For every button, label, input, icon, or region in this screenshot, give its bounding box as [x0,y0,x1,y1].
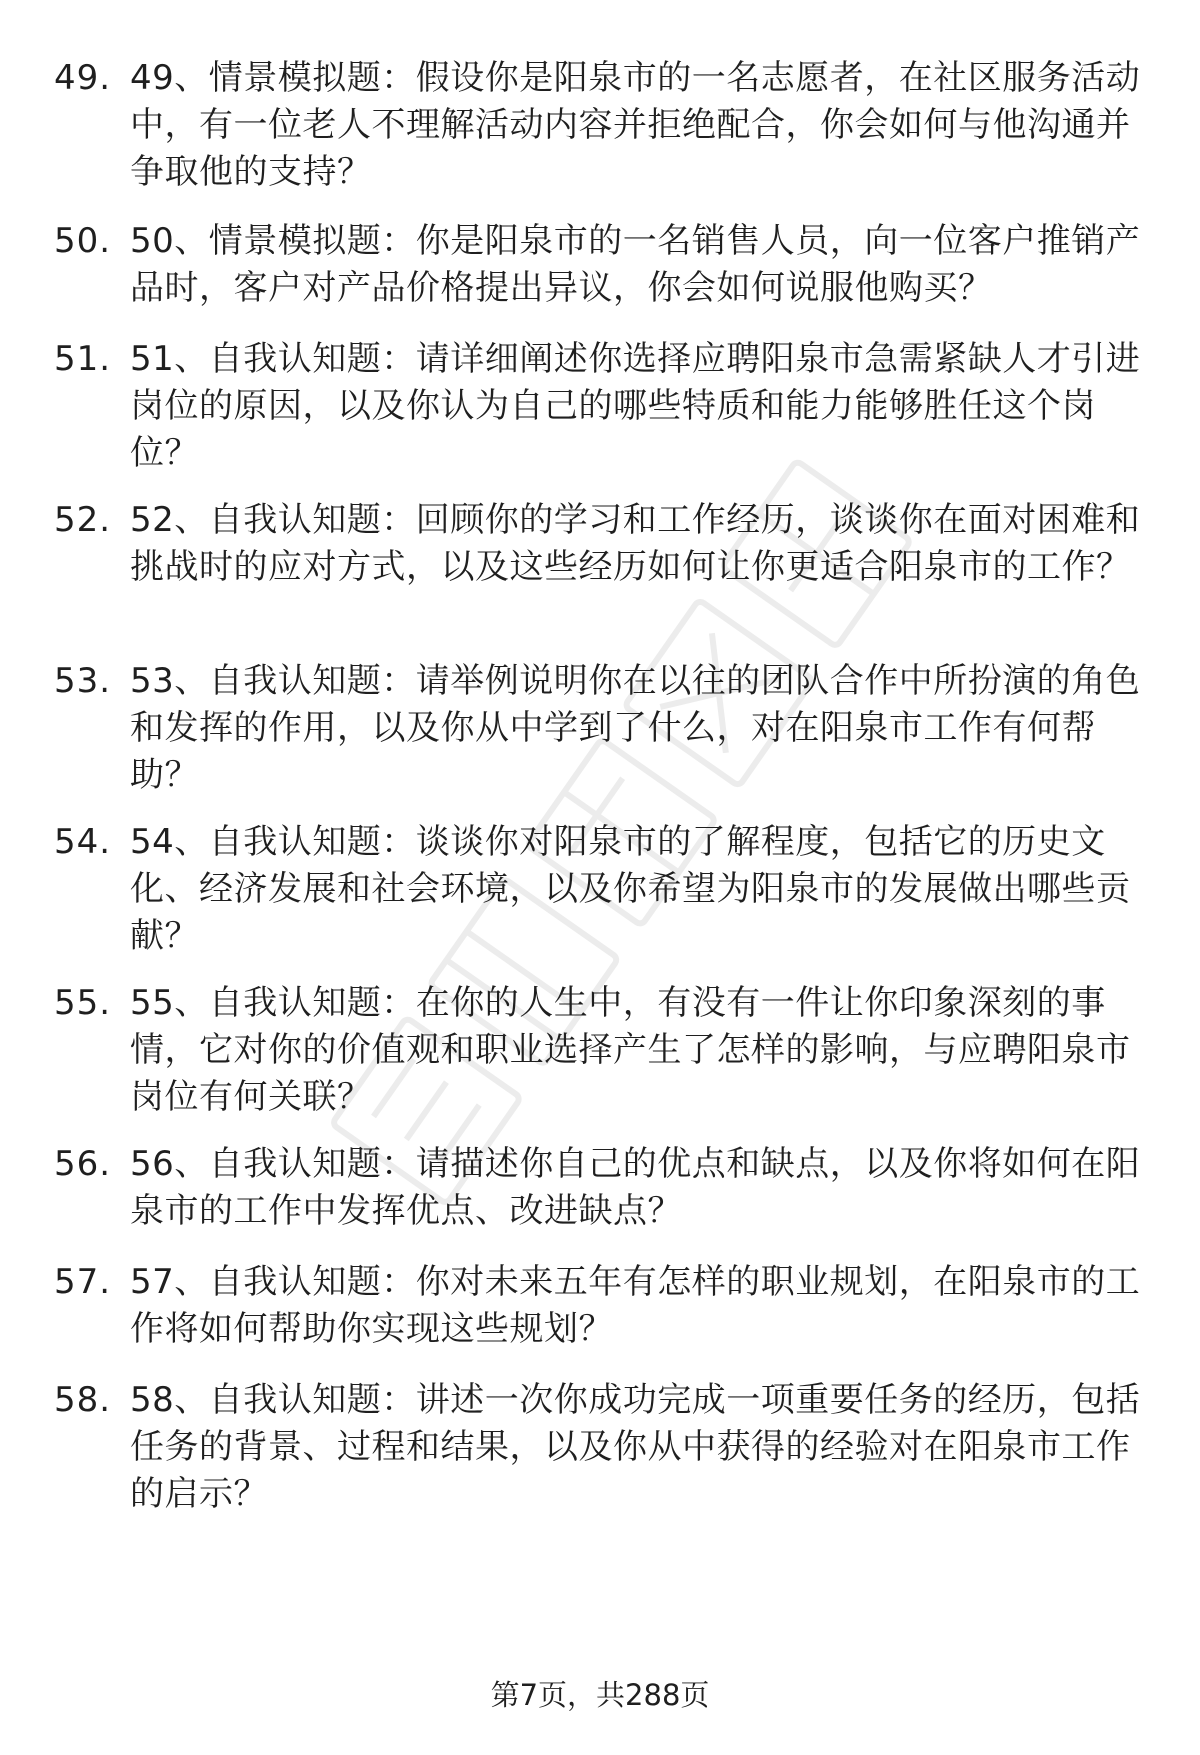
question-text: 50、情景模拟题：你是阳泉市的一名销售人员，向一位客户推销产品时，客户对产品价格提出异议，你会如何说服他购买？ [130,221,1141,308]
question-number: 56. [54,1144,112,1184]
question-text: 51、自我认知题：请详细阐述你选择应聘阳泉市急需紧缺人才引进岗位的原因，以及你认为自己的哪些特质和能力能够胜任这个岗位？ [130,339,1141,473]
question-text: 54、自我认知题：谈谈你对阳泉市的了解程度，包括它的历史文化、经济发展和社会环境，以及你希望为阳泉市的发展做出哪些贡献？ [130,822,1131,956]
question-number: 49. [54,58,112,98]
question-text: 57、自我认知题：你对未来五年有怎样的职业规划，在阳泉市的工作将如何帮助你实现这些规划？ [130,1262,1141,1349]
question-number: 57. [54,1262,112,1302]
page-footer: 第7页，共288页 [490,1678,710,1712]
question-text: 49、情景模拟题：假设你是阳泉市的一名志愿者，在社区服务活动中，有一位老人不理解活动内容并拒绝配合，你会如何与他沟通并争取他的支持？ [130,58,1141,192]
question-text: 53、自我认知题：请举例说明你在以往的团队合作中所扮演的角色和发挥的作用，以及你从中学到了什么，对在阳泉市工作有何帮助？ [130,661,1141,795]
question-number: 52. [54,500,112,540]
question-number: 53. [54,661,112,701]
question-number: 50. [54,221,112,261]
question-number: 58. [54,1380,112,1420]
question-text: 56、自我认知题：请描述你自己的优点和缺点，以及你将如何在阳泉市的工作中发挥优点、改进缺点？ [130,1144,1141,1231]
question-number: 55. [54,983,112,1023]
question-text: 55、自我认知题：在你的人生中，有没有一件让你印象深刻的事情，它对你的价值观和职业选择产生了怎样的影响，与应聘阳泉市岗位有何关联？ [130,983,1131,1117]
question-number: 54. [54,822,112,862]
question-number: 51. [54,339,112,379]
question-text: 58、自我认知题：讲述一次你成功完成一项重要任务的经历，包括任务的背景、过程和结果，以及你从中获得的经验对在阳泉市工作的启示？ [130,1380,1141,1514]
question-text: 52、自我认知题：回顾你的学习和工作经历，谈谈你在面对困难和挑战时的应对方式，以及这些经历如何让你更适合阳泉市的工作？ [130,500,1141,587]
